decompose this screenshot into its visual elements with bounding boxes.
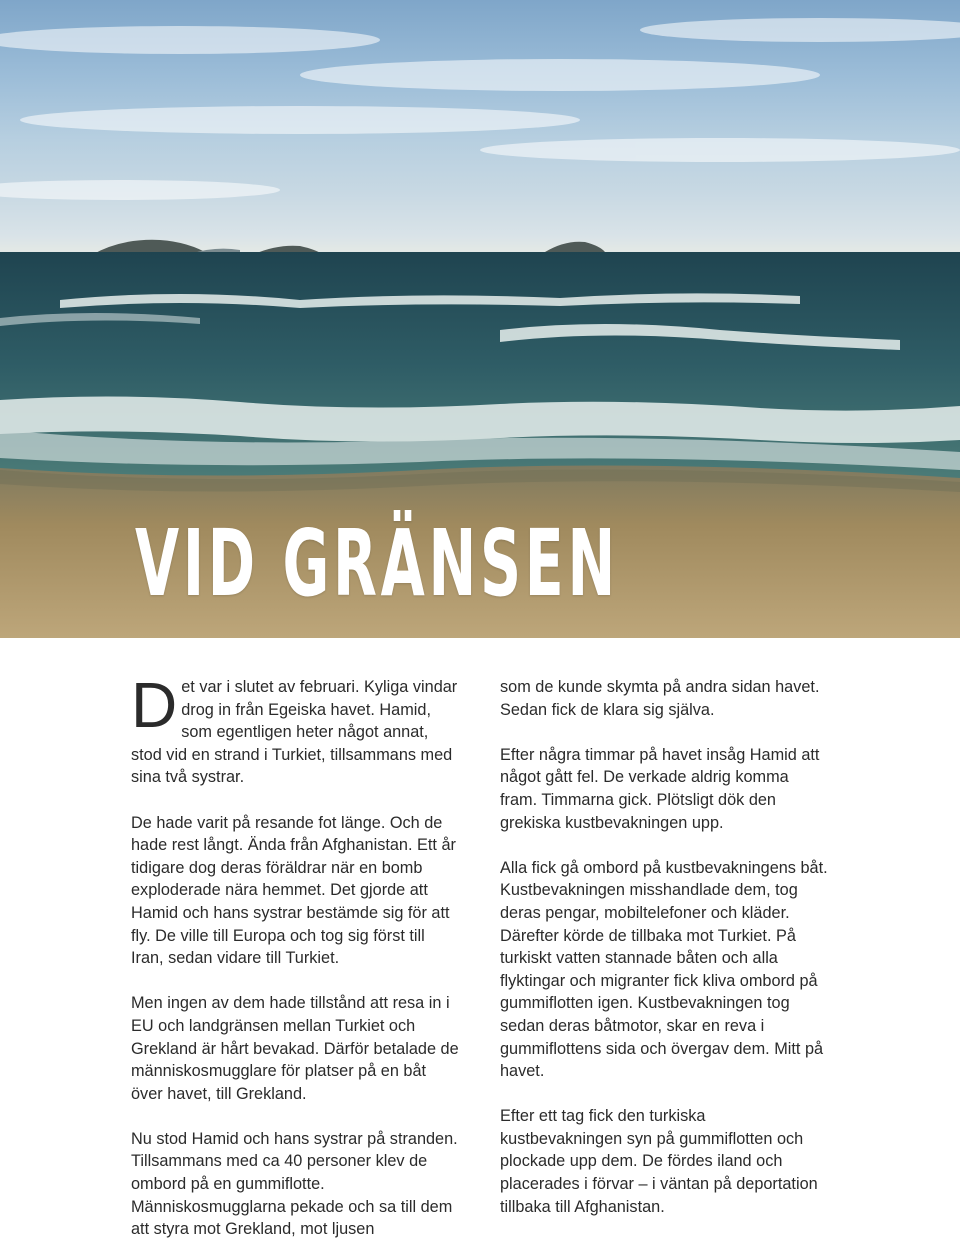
paragraph-text: et var i slutet av februari. Kyliga vindar drog in från Egeiska havet. Hamid, som egentligen heter något annat, stod vid en strand i Turkiet, tillsammans med sina två systrar. — [131, 678, 458, 787]
paragraph: Efter några timmar på havet insåg Hamid att något gått fel. De verkade aldrig komma fram. Timmarna gick. Plötsligt dök den grekiska kustbevakningen upp. — [500, 745, 820, 832]
paragraph: Nu stod Hamid och hans systrar på stranden. Tillsammans med ca 40 personer klev de ombord på en gummiflotte. Människosmugglarna pekade och sa till dem att styra mot Grekland, mot ljusen — [131, 1129, 458, 1239]
paragraph — [131, 669, 461, 789]
dropcap: D — [131, 669, 178, 741]
article-column-right — [500, 676, 830, 1239]
paragraph: som de kunde skymta på andra sidan havet. Sedan fick de klara sig själva. — [500, 678, 820, 719]
paragraph: Men ingen av dem hade tillstånd att resa in i EU och landgränsen mellan Turkiet och Grekland är hårt bevakad. Därför betalade de människosmugglare för platser på en båt över havet, till Grekland. — [131, 994, 459, 1103]
clouds — [0, 18, 960, 200]
paragraph: De hade varit på resande fot länge. Och de hade rest långt. Ända från Afghanistan. Ett år tidigare dog deras föräldrar när en bomb exploderade nära hemmet. Det gjorde att Hamid och hans systrar bestämde sig för att fly. De ville till Europa och tog sig först till Iran, sedan vidare till Turkiet. — [131, 813, 456, 968]
paragraph: Efter ett tag fick den turkiska kustbevakningen syn på gummiflotten och plockade upp dem. De fördes iland och placerades i förvar – i väntan på deportation tillbaka till Afghanistan. — [500, 1107, 818, 1216]
page-title: VID GRÄNSEN — [135, 510, 619, 617]
article-column-left — [131, 669, 461, 1239]
paragraph: Alla fick gå ombord på kustbevakningens båt. Kustbevakningen misshandlade dem, tog deras pengar, mobiltelefoner och kläder. Därefter körde de tillbaka mot Turkiet. På turkiskt vatten stannade båten och alla flyktingar och migranter fick kliva ombord på gummiflotten igen. Kustbevakningen tog sedan deras båtmotor, skar en reva i gummiflottens sida och övergav dem. Mitt på havet. — [500, 858, 828, 1081]
